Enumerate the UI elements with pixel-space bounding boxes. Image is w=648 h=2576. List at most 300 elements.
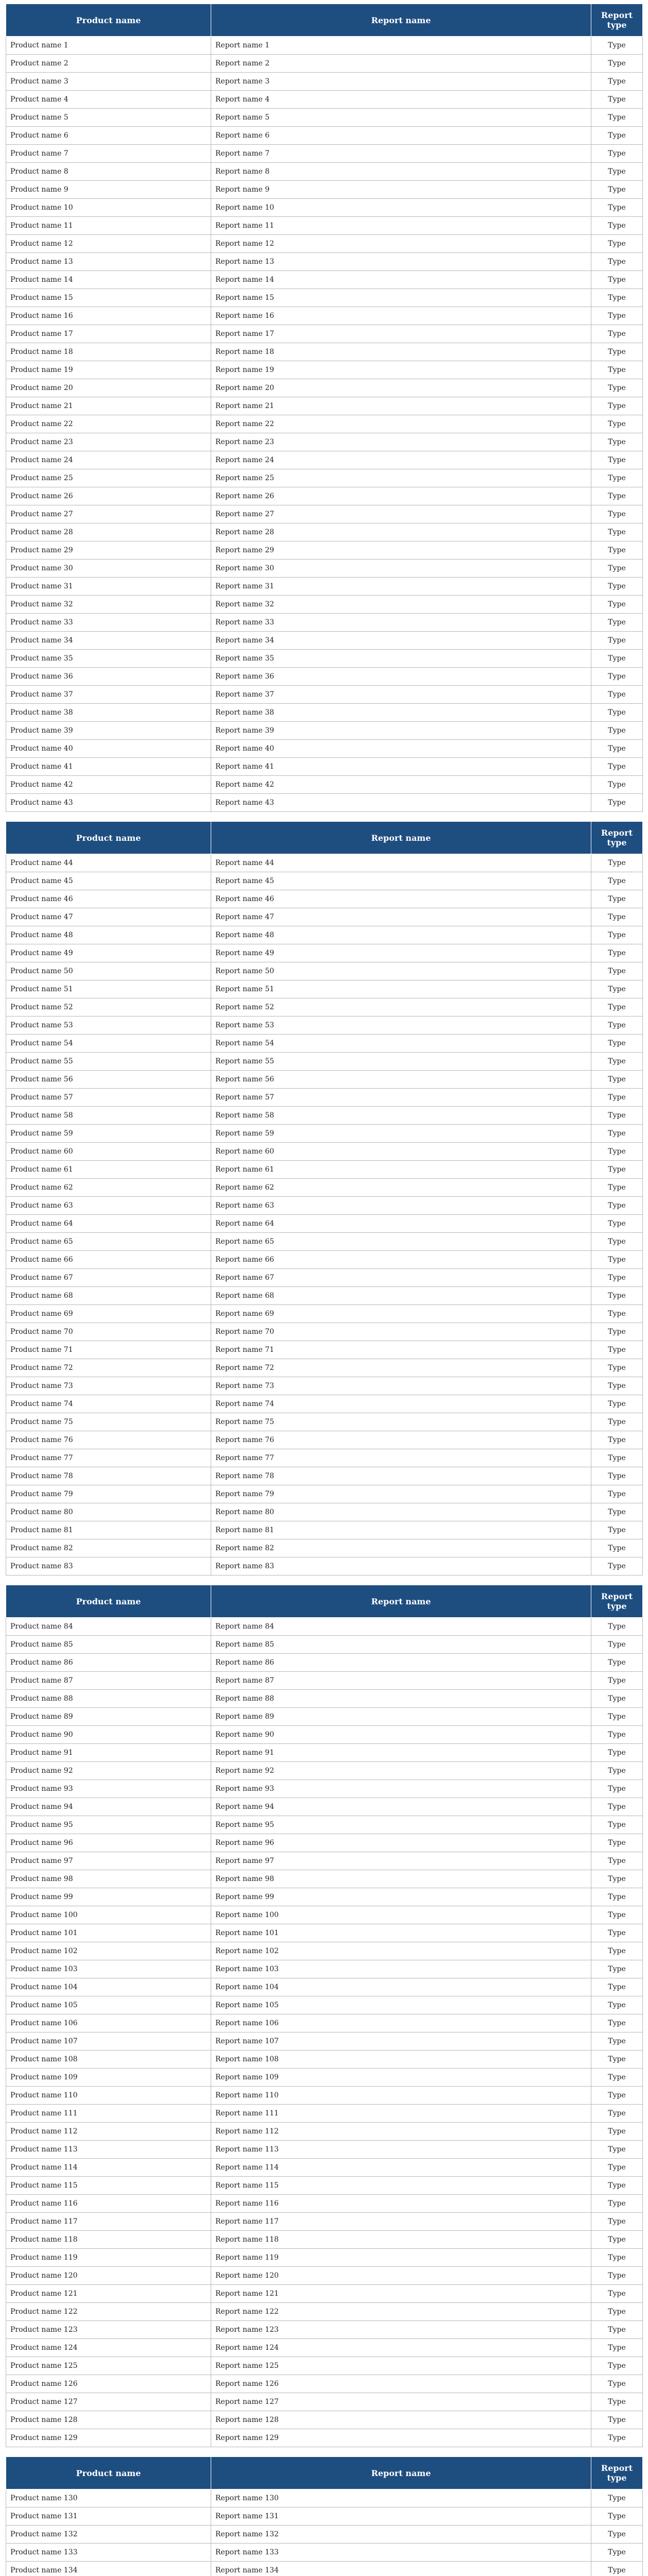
- product-name-cell: Product name 62: [6, 1179, 211, 1197]
- report-type-cell: Type: [591, 361, 643, 379]
- report-type-cell: Type: [591, 1690, 643, 1708]
- report-type-cell: Type: [591, 217, 643, 235]
- report-type-cell: Type: [591, 2526, 643, 2544]
- product-name-cell: Product name 56: [6, 1071, 211, 1089]
- report-name-cell: Report name 41: [211, 758, 591, 776]
- product-name-cell: Product name 32: [6, 596, 211, 614]
- report-type-cell: Type: [591, 1557, 643, 1575]
- table-row: [6, 451, 643, 469]
- table-row: [6, 890, 643, 908]
- product-name-cell: Product name 119: [6, 2249, 211, 2267]
- report-name-cell: Report name 83: [211, 1557, 591, 1575]
- report-name-cell: Report name 21: [211, 397, 591, 415]
- report-type-cell: Type: [591, 289, 643, 307]
- report-type-cell: Type: [591, 926, 643, 944]
- report-name-cell: Report name 31: [211, 578, 591, 596]
- product-name-cell: Product name 24: [6, 451, 211, 469]
- report-type-cell: Type: [591, 2213, 643, 2231]
- report-type-cell: Type: [591, 163, 643, 181]
- table-row: [6, 361, 643, 379]
- report-type-cell: Type: [591, 614, 643, 632]
- report-type-cell: Type: [591, 1672, 643, 1690]
- product-name-cell: Product name 4: [6, 91, 211, 109]
- header-product-name: Product name: [6, 822, 211, 854]
- product-name-cell: Product name 92: [6, 1762, 211, 1780]
- report-type-cell: Type: [591, 55, 643, 73]
- table-row: [6, 2339, 643, 2357]
- report-type-cell: Type: [591, 1179, 643, 1197]
- report-type-cell: Type: [591, 1053, 643, 1071]
- report-type-cell: Type: [591, 1449, 643, 1467]
- table-row: [6, 307, 643, 325]
- table-row: [6, 1035, 643, 1053]
- report-type-cell: Type: [591, 325, 643, 343]
- table-row: [6, 962, 643, 980]
- report-type-cell: Type: [591, 908, 643, 926]
- report-type-cell: Type: [591, 199, 643, 217]
- product-name-cell: Product name 7: [6, 145, 211, 163]
- table-row: [6, 2544, 643, 2562]
- report-name-cell: Report name 62: [211, 1179, 591, 1197]
- report-type-cell: Type: [591, 307, 643, 325]
- report-type-cell: Type: [591, 1503, 643, 1521]
- report-name-cell: Report name 103: [211, 1960, 591, 1978]
- report-name-cell: Report name 94: [211, 1798, 591, 1816]
- report-name-cell: Report name 132: [211, 2526, 591, 2544]
- table-row: [6, 289, 643, 307]
- report-name-cell: Report name 112: [211, 2123, 591, 2141]
- table-row: [6, 2195, 643, 2213]
- report-name-cell: Report name 25: [211, 469, 591, 487]
- report-name-cell: Report name 98: [211, 1870, 591, 1888]
- table-row: [6, 2213, 643, 2231]
- report-name-cell: Report name 111: [211, 2105, 591, 2123]
- report-name-cell: Report name 107: [211, 2032, 591, 2050]
- product-name-cell: Product name 17: [6, 325, 211, 343]
- report-name-cell: Report name 104: [211, 1978, 591, 1996]
- table-row: [6, 1960, 643, 1978]
- report-type-cell: Type: [591, 2195, 643, 2213]
- product-name-cell: Product name 28: [6, 523, 211, 541]
- report-type-cell: Type: [591, 560, 643, 578]
- product-name-cell: Product name 83: [6, 1557, 211, 1575]
- product-name-cell: Product name 105: [6, 1996, 211, 2014]
- product-name-cell: Product name 70: [6, 1323, 211, 1341]
- report-type-cell: Type: [591, 722, 643, 740]
- table-row: [6, 2249, 643, 2267]
- product-name-cell: Product name 117: [6, 2213, 211, 2231]
- report-type-cell: Type: [591, 181, 643, 199]
- product-name-cell: Product name 108: [6, 2050, 211, 2069]
- product-name-cell: Product name 76: [6, 1431, 211, 1449]
- product-name-cell: Product name 71: [6, 1341, 211, 1359]
- table-row: [6, 2159, 643, 2177]
- product-name-cell: Product name 55: [6, 1053, 211, 1071]
- report-name-cell: Report name 51: [211, 980, 591, 998]
- report-type-cell: Type: [591, 127, 643, 145]
- product-name-cell: Product name 15: [6, 289, 211, 307]
- report-name-cell: Report name 115: [211, 2177, 591, 2195]
- report-name-cell: Report name 13: [211, 253, 591, 271]
- report-name-cell: Report name 105: [211, 1996, 591, 2014]
- report-name-cell: Report name 82: [211, 1539, 591, 1557]
- table-row: [6, 2032, 643, 2050]
- report-type-cell: Type: [591, 1305, 643, 1323]
- report-type-cell: Type: [591, 1197, 643, 1215]
- report-type-cell: Type: [591, 1233, 643, 1251]
- header-report-type: Report type: [591, 1585, 643, 1618]
- product-name-cell: Product name 18: [6, 343, 211, 361]
- report-name-cell: Report name 109: [211, 2069, 591, 2087]
- report-type-cell: Type: [591, 505, 643, 523]
- report-name-cell: Report name 55: [211, 1053, 591, 1071]
- report-type-cell: Type: [591, 1071, 643, 1089]
- report-type-cell: Type: [591, 37, 643, 55]
- product-name-cell: Product name 122: [6, 2303, 211, 2321]
- table-header-row: [6, 1585, 643, 1618]
- report-type-cell: Type: [591, 1744, 643, 1762]
- report-type-cell: Type: [591, 1960, 643, 1978]
- table-row: [6, 181, 643, 199]
- report-name-cell: Report name 18: [211, 343, 591, 361]
- table-row: [6, 2177, 643, 2195]
- report-name-cell: Report name 56: [211, 1071, 591, 1089]
- table-row: [6, 1870, 643, 1888]
- product-name-cell: Product name 13: [6, 253, 211, 271]
- report-type-cell: Type: [591, 1780, 643, 1798]
- report-name-cell: Report name 114: [211, 2159, 591, 2177]
- report-name-cell: Report name 75: [211, 1413, 591, 1431]
- table-row: [6, 560, 643, 578]
- table-header-row: [6, 2457, 643, 2489]
- product-name-cell: Product name 115: [6, 2177, 211, 2195]
- table-row: [6, 1377, 643, 1395]
- product-name-cell: Product name 86: [6, 1654, 211, 1672]
- table-row: [6, 2087, 643, 2105]
- report-name-cell: Report name 59: [211, 1125, 591, 1143]
- report-name-cell: Report name 8: [211, 163, 591, 181]
- product-name-cell: Product name 59: [6, 1125, 211, 1143]
- product-name-cell: Product name 29: [6, 541, 211, 560]
- product-name-cell: Product name 96: [6, 1834, 211, 1852]
- table-row: [6, 415, 643, 433]
- report-type-cell: Type: [591, 541, 643, 560]
- product-name-cell: Product name 6: [6, 127, 211, 145]
- product-name-cell: Product name 33: [6, 614, 211, 632]
- report-name-cell: Report name 121: [211, 2285, 591, 2303]
- table-row: [6, 632, 643, 650]
- report-table: [6, 4, 643, 812]
- report-name-cell: Report name 22: [211, 415, 591, 433]
- table-row: [6, 1834, 643, 1852]
- product-name-cell: Product name 88: [6, 1690, 211, 1708]
- table-row: [6, 1197, 643, 1215]
- table-row: [6, 2303, 643, 2321]
- product-name-cell: Product name 26: [6, 487, 211, 505]
- product-name-cell: Product name 48: [6, 926, 211, 944]
- product-name-cell: Product name 49: [6, 944, 211, 962]
- header-report-name: Report name: [211, 4, 591, 37]
- report-name-cell: Report name 116: [211, 2195, 591, 2213]
- product-name-cell: Product name 44: [6, 854, 211, 872]
- table-row: [6, 1708, 643, 1726]
- table-row: [6, 325, 643, 343]
- product-name-cell: Product name 53: [6, 1016, 211, 1035]
- table-row: [6, 2123, 643, 2141]
- table-row: [6, 1269, 643, 1287]
- report-type-cell: Type: [591, 1341, 643, 1359]
- report-name-cell: Report name 47: [211, 908, 591, 926]
- product-name-cell: Product name 22: [6, 415, 211, 433]
- product-name-cell: Product name 103: [6, 1960, 211, 1978]
- report-name-cell: Report name 28: [211, 523, 591, 541]
- report-name-cell: Report name 133: [211, 2544, 591, 2562]
- table-row: [6, 1467, 643, 1485]
- table-row: [6, 1780, 643, 1798]
- product-name-cell: Product name 73: [6, 1377, 211, 1395]
- product-name-cell: Product name 37: [6, 686, 211, 704]
- product-name-cell: Product name 20: [6, 379, 211, 397]
- report-name-cell: Report name 2: [211, 55, 591, 73]
- header-report-name: Report name: [211, 1585, 591, 1618]
- product-name-cell: Product name 2: [6, 55, 211, 73]
- table-row: [6, 1888, 643, 1906]
- product-name-cell: Product name 75: [6, 1413, 211, 1431]
- table-row: [6, 1449, 643, 1467]
- product-name-cell: Product name 35: [6, 650, 211, 668]
- table-row: [6, 2105, 643, 2123]
- table-header-row: [6, 4, 643, 37]
- product-name-cell: Product name 124: [6, 2339, 211, 2357]
- table-row: [6, 379, 643, 397]
- report-name-cell: Report name 30: [211, 560, 591, 578]
- report-name-cell: Report name 3: [211, 73, 591, 91]
- table-row: [6, 2526, 643, 2544]
- report-name-cell: Report name 130: [211, 2489, 591, 2507]
- report-name-cell: Report name 126: [211, 2375, 591, 2393]
- product-name-cell: Product name 10: [6, 199, 211, 217]
- table-row: [6, 1053, 643, 1071]
- report-type-cell: Type: [591, 2032, 643, 2050]
- product-name-cell: Product name 64: [6, 1215, 211, 1233]
- product-name-cell: Product name 97: [6, 1852, 211, 1870]
- report-name-cell: Report name 7: [211, 145, 591, 163]
- report-type-cell: Type: [591, 794, 643, 812]
- report-name-cell: Report name 44: [211, 854, 591, 872]
- report-name-cell: Report name 32: [211, 596, 591, 614]
- report-name-cell: Report name 40: [211, 740, 591, 758]
- report-type-cell: Type: [591, 487, 643, 505]
- table-row: [6, 1798, 643, 1816]
- report-type-cell: Type: [591, 1089, 643, 1107]
- report-type-cell: Type: [591, 1016, 643, 1035]
- product-name-cell: Product name 112: [6, 2123, 211, 2141]
- product-name-cell: Product name 118: [6, 2231, 211, 2249]
- table-row: [6, 578, 643, 596]
- table-row: [6, 2562, 643, 2576]
- product-name-cell: Product name 25: [6, 469, 211, 487]
- report-type-cell: Type: [591, 1143, 643, 1161]
- table-row: [6, 1942, 643, 1960]
- report-type-cell: Type: [591, 2375, 643, 2393]
- report-name-cell: Report name 52: [211, 998, 591, 1016]
- report-name-cell: Report name 54: [211, 1035, 591, 1053]
- table-row: [6, 1852, 643, 1870]
- product-name-cell: Product name 133: [6, 2544, 211, 2562]
- table-row: [6, 271, 643, 289]
- table-row: [6, 2411, 643, 2429]
- product-name-cell: Product name 3: [6, 73, 211, 91]
- report-type-cell: Type: [591, 343, 643, 361]
- report-type-cell: Type: [591, 668, 643, 686]
- report-name-cell: Report name 78: [211, 1467, 591, 1485]
- report-name-cell: Report name 43: [211, 794, 591, 812]
- header-report-type: Report type: [591, 2457, 643, 2489]
- table-row: [6, 523, 643, 541]
- table-row: [6, 1503, 643, 1521]
- report-type-cell: Type: [591, 1485, 643, 1503]
- report-type-cell: Type: [591, 2507, 643, 2526]
- table-row: [6, 872, 643, 890]
- table-row: [6, 1107, 643, 1125]
- report-name-cell: Report name 117: [211, 2213, 591, 2231]
- product-name-cell: Product name 74: [6, 1395, 211, 1413]
- report-name-cell: Report name 14: [211, 271, 591, 289]
- product-name-cell: Product name 57: [6, 1089, 211, 1107]
- report-type-cell: Type: [591, 451, 643, 469]
- table-row: [6, 2393, 643, 2411]
- report-name-cell: Report name 42: [211, 776, 591, 794]
- table-row: [6, 487, 643, 505]
- report-name-cell: Report name 123: [211, 2321, 591, 2339]
- product-name-cell: Product name 87: [6, 1672, 211, 1690]
- report-type-cell: Type: [591, 1870, 643, 1888]
- report-type-cell: Type: [591, 776, 643, 794]
- product-name-cell: Product name 80: [6, 1503, 211, 1521]
- product-name-cell: Product name 131: [6, 2507, 211, 2526]
- report-type-cell: Type: [591, 2357, 643, 2375]
- table-row: [6, 1762, 643, 1780]
- report-type-cell: Type: [591, 1521, 643, 1539]
- report-name-cell: Report name 23: [211, 433, 591, 451]
- table-row: [6, 217, 643, 235]
- report-name-cell: Report name 128: [211, 2411, 591, 2429]
- report-name-cell: Report name 19: [211, 361, 591, 379]
- report-type-cell: Type: [591, 2285, 643, 2303]
- product-name-cell: Product name 102: [6, 1942, 211, 1960]
- report-type-cell: Type: [591, 1323, 643, 1341]
- report-type-cell: Type: [591, 1888, 643, 1906]
- report-name-cell: Report name 45: [211, 872, 591, 890]
- report-type-cell: Type: [591, 145, 643, 163]
- report-name-cell: Report name 65: [211, 1233, 591, 1251]
- report-name-cell: Report name 108: [211, 2050, 591, 2069]
- report-type-cell: Type: [591, 1798, 643, 1816]
- product-name-cell: Product name 47: [6, 908, 211, 926]
- table-row: [6, 1816, 643, 1834]
- product-name-cell: Product name 95: [6, 1816, 211, 1834]
- product-name-cell: Product name 40: [6, 740, 211, 758]
- header-report-type: Report type: [591, 822, 643, 854]
- table-row: [6, 686, 643, 704]
- report-name-cell: Report name 17: [211, 325, 591, 343]
- report-type-cell: Type: [591, 379, 643, 397]
- product-name-cell: Product name 12: [6, 235, 211, 253]
- product-name-cell: Product name 51: [6, 980, 211, 998]
- report-name-cell: Report name 87: [211, 1672, 591, 1690]
- header-report-name: Report name: [211, 822, 591, 854]
- report-type-cell: Type: [591, 1834, 643, 1852]
- product-name-cell: Product name 81: [6, 1521, 211, 1539]
- table-row: [6, 2321, 643, 2339]
- table-row: [6, 1125, 643, 1143]
- report-type-cell: Type: [591, 704, 643, 722]
- report-type-cell: Type: [591, 2141, 643, 2159]
- report-type-cell: Type: [591, 998, 643, 1016]
- product-name-cell: Product name 134: [6, 2562, 211, 2576]
- report-type-cell: Type: [591, 253, 643, 271]
- report-name-cell: Report name 9: [211, 181, 591, 199]
- report-name-cell: Report name 99: [211, 1888, 591, 1906]
- table-row: [6, 1431, 643, 1449]
- table-row: [6, 2231, 643, 2249]
- report-type-cell: Type: [591, 2159, 643, 2177]
- product-name-cell: Product name 45: [6, 872, 211, 890]
- report-type-cell: Type: [591, 1251, 643, 1269]
- product-name-cell: Product name 128: [6, 2411, 211, 2429]
- product-name-cell: Product name 126: [6, 2375, 211, 2393]
- report-type-cell: Type: [591, 2303, 643, 2321]
- report-name-cell: Report name 66: [211, 1251, 591, 1269]
- report-name-cell: Report name 35: [211, 650, 591, 668]
- product-name-cell: Product name 63: [6, 1197, 211, 1215]
- report-name-cell: Report name 36: [211, 668, 591, 686]
- report-type-cell: Type: [591, 2411, 643, 2429]
- report-type-cell: Type: [591, 962, 643, 980]
- report-type-cell: Type: [591, 415, 643, 433]
- product-name-cell: Product name 14: [6, 271, 211, 289]
- table-row: [6, 1924, 643, 1942]
- product-name-cell: Product name 31: [6, 578, 211, 596]
- report-name-cell: Report name 89: [211, 1708, 591, 1726]
- report-table: [6, 821, 643, 1575]
- table-row: [6, 343, 643, 361]
- table-row: [6, 1996, 643, 2014]
- report-name-cell: Report name 38: [211, 704, 591, 722]
- report-type-cell: Type: [591, 1539, 643, 1557]
- product-name-cell: Product name 106: [6, 2014, 211, 2032]
- table-row: [6, 1359, 643, 1377]
- report-type-cell: Type: [591, 1413, 643, 1431]
- report-name-cell: Report name 1: [211, 37, 591, 55]
- header-product-name: Product name: [6, 1585, 211, 1618]
- product-name-cell: Product name 120: [6, 2267, 211, 2285]
- product-name-cell: Product name 90: [6, 1726, 211, 1744]
- report-type-cell: Type: [591, 2544, 643, 2562]
- report-name-cell: Report name 71: [211, 1341, 591, 1359]
- table-row: [6, 2285, 643, 2303]
- product-name-cell: Product name 113: [6, 2141, 211, 2159]
- header-product-name: Product name: [6, 2457, 211, 2489]
- report-name-cell: Report name 60: [211, 1143, 591, 1161]
- table-row: [6, 1323, 643, 1341]
- report-type-cell: Type: [591, 1395, 643, 1413]
- report-type-cell: Type: [591, 1654, 643, 1672]
- product-name-cell: Product name 16: [6, 307, 211, 325]
- report-name-cell: Report name 86: [211, 1654, 591, 1672]
- report-name-cell: Report name 81: [211, 1521, 591, 1539]
- table-row: [6, 37, 643, 55]
